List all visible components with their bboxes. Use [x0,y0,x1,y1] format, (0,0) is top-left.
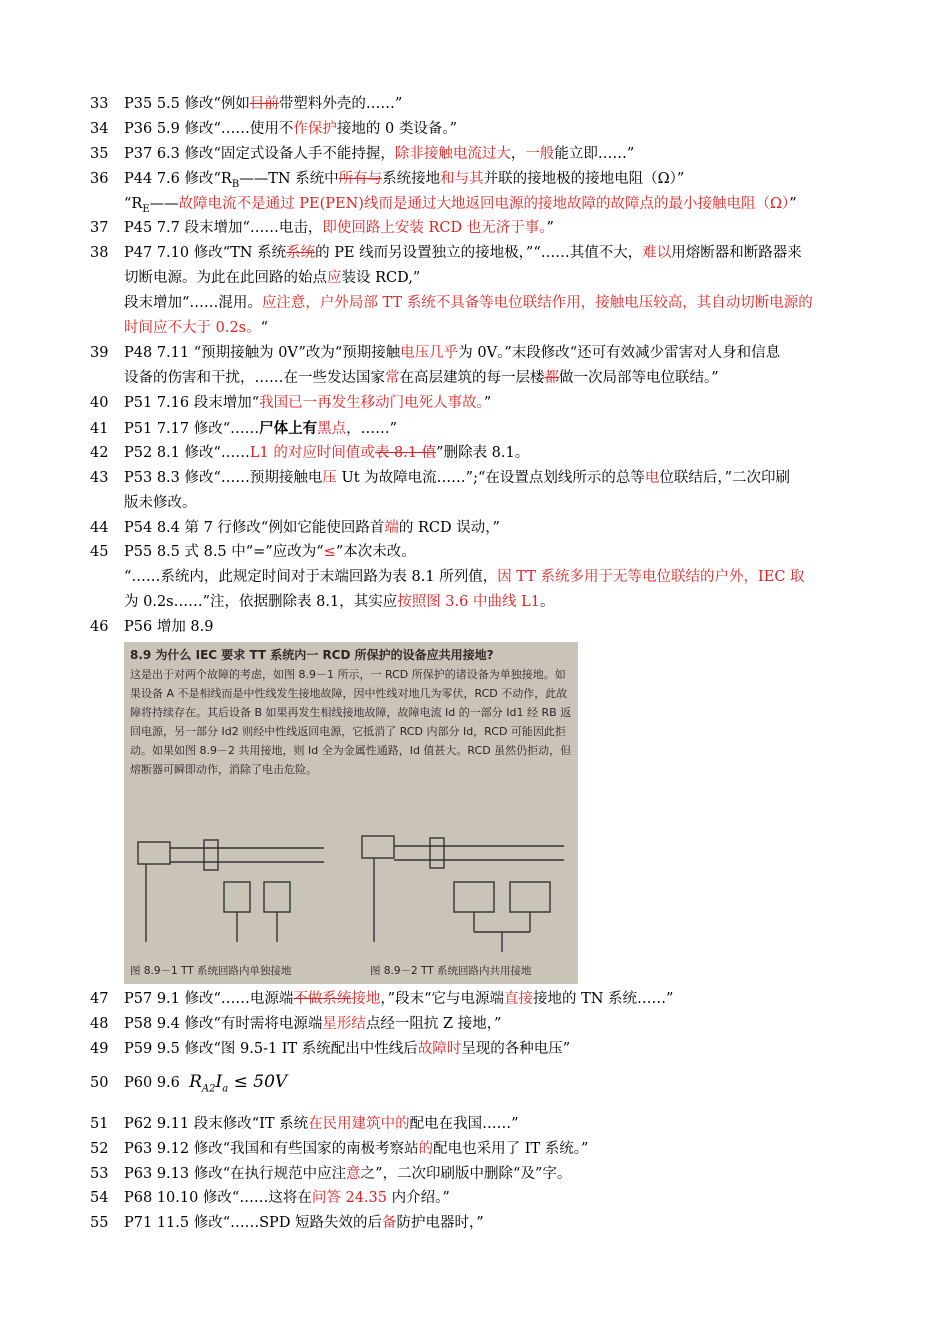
text-segment: 。 [539,594,555,610]
item-number: 42 [90,445,109,461]
text-segment: 设备的伤害和干扰，……在一些发达国家 [124,370,385,386]
correction-text: 应注意，户外局部 TT 系统不具备等电位联结作用，接触电压较高，其自动切断电源的 [261,295,813,311]
text-segment: ” [546,220,554,236]
errata-line [90,1137,906,1162]
text-segment: “ [260,320,269,336]
item-number: 44 [90,520,109,536]
text-segment: P51 7.16 段末增加“ [124,395,260,411]
deleted-text: 表 8.1 值 [374,445,437,461]
text-segment: 版未修改。 [124,495,197,511]
item-number: 41 [90,421,109,437]
text-segment: 内介绍。” [386,1190,450,1206]
text-segment: 做一次局部等电位联结。” [559,370,719,386]
text-segment: P62 9.11 段末修改“IT 系统 [124,1116,309,1132]
item-number: 52 [90,1141,109,1157]
correction-text: 和与其 [440,171,484,187]
errata-line [90,516,906,541]
correction-text: 作保护 [293,121,337,137]
text-segment: P54 8.4 第 7 行修改“例如它能使回路首 [124,520,385,536]
text-segment: P55 8.5 式 8.5 中“=”应改为“ [124,544,324,560]
rcd-1 [204,840,218,870]
formula: $R_{A2}I_a \le 50V$ [189,1072,288,1095]
text-segment: 的 RCD 误动，” [398,520,500,536]
text-segment: ，……” [346,421,398,437]
deleted-text: 目前 [249,96,279,112]
errata-line [90,466,906,491]
errata-line [90,316,906,341]
text-segment: ”删除表 8.1。 [436,445,530,461]
errata-line [90,241,906,266]
item-number: 49 [90,1041,109,1057]
correction-text: 故障电流不是通过 PE(PEN)线而是通过大地返回电源的接地故障的故障点的最小接触电阻（Ω） [178,196,790,212]
item-number: 40 [90,395,109,411]
page-ref: P60 9.6 [124,1075,180,1091]
item-number: 43 [90,470,109,486]
text-segment: P48 7.11 “预期接触为 0V”改为“预期接触 [124,345,401,361]
text-segment: 防护电器时，” [396,1215,484,1231]
item-number: 36 [90,171,109,187]
correction-text: 故障时 [417,1041,462,1057]
correction-text: 常 [385,370,400,386]
figure-caption-1: 图 8.9－1 TT 系统回路内单独接地 [130,965,292,977]
text-segment: 用熔断器和断路器来 [671,245,802,261]
errata-line [90,441,906,466]
textbook-photo [124,642,578,984]
text-segment: P63 9.13 修改“在执行规范中应注 [124,1166,347,1182]
text-segment: P56 增加 8.9 [124,619,214,635]
device-b-2 [510,882,550,912]
correction-text: 应 [327,270,342,286]
correction-text: 直接 [503,991,533,1007]
correction-text: L1 的对应时间值或 [249,445,375,461]
text-segment: 为 0V。”末段修改“还可有效减少雷害对人身和信息 [458,345,781,361]
text-segment: P63 9.12 修改“我国和有些国家的南极考察站 [124,1141,419,1157]
correction-text: 我国已一再发生移动门电死人事故。 [259,395,484,411]
correction-text: 除非接触电流过大 [394,146,511,162]
correction-text: 端 [384,520,399,536]
correction-text: 压 [322,470,337,486]
item-number: 38 [90,245,109,261]
text-segment: 为 0.2s……”注，依据删除表 8.1，其实应 [124,594,398,610]
text-segment: 段末增加“……混用。 [124,295,262,311]
text-segment: P71 11.5 修改“……SPD 短路失效的后 [124,1215,383,1231]
text-segment: 切断电源。为此在此回路的始点 [124,270,327,286]
errata-line [90,1211,906,1236]
correction-text: 一般 [525,146,555,162]
text-segment: E [142,203,150,215]
correction-text: 因 TT 系统多用于无等电位联结的户外，IEC 取 [497,569,805,585]
errata-line [90,92,906,117]
text-segment: P36 5.9 修改“……使用不 [124,121,294,137]
errata-line [90,216,906,241]
rcd-2 [430,838,444,868]
item-number: 54 [90,1190,109,1206]
text-segment: P35 5.5 修改“例如 [124,96,250,112]
text-segment: 接地的 TN 系统……” [532,991,674,1007]
device-a-1 [224,882,250,912]
correction-text: 电压几乎 [400,345,459,361]
errata-line [90,491,906,516]
text-segment: P45 7.7 段末增加“……电击， [124,220,323,236]
item-number: 53 [90,1166,109,1182]
item-number: 55 [90,1215,109,1231]
item-number: 50 [90,1075,109,1091]
text-segment: ”本次未改。 [335,544,416,560]
errata-line [90,266,906,291]
formula-line [90,1070,906,1101]
errata-line [90,117,906,142]
text-segment: 尸体上有 [259,420,318,437]
errata-line [90,366,906,391]
text-segment: P47 7.10 修改“TN 系统 [124,245,287,261]
transformer-1 [138,842,170,864]
errata-line [90,1112,906,1137]
text-segment: 并联的接地极的接地电阻（Ω）” [483,171,685,187]
text-segment: “……系统内，此规定时间对于末端回路为表 8.1 所列值， [124,569,498,585]
text-segment: P51 7.17 修改“…… [124,421,260,437]
text-segment: P44 7.6 修改“R [124,171,232,187]
text-segment: “R [124,196,143,212]
text-segment: P68 10.10 修改“……这将在 [124,1190,312,1206]
correction-text: 在民用建筑中的 [308,1116,410,1132]
errata-line [90,142,906,167]
text-segment: P37 6.3 修改“固定式设备人手不能持握， [124,146,395,162]
deleted-text: 所有与 [338,171,383,187]
text-segment: 点经一阻抗 Z 接地，” [365,1016,502,1032]
correction-text: 按照图 3.6 中曲线 L1 [397,594,540,610]
errata-line [90,1162,906,1187]
errata-line [90,341,906,366]
text-segment: 带塑料外壳的……” [278,96,403,112]
text-segment: 配电也采用了 IT 系统。” [433,1141,589,1157]
text-segment: ” [789,196,797,212]
correction-text: 电 [644,470,660,486]
correction-text: 的 [418,1141,434,1157]
errata-line [90,1012,906,1037]
text-segment: 之”，二次印刷版中删除“及”字。 [360,1166,572,1182]
item-number: 34 [90,121,109,137]
item-number: 33 [90,96,109,112]
errata-line [90,1186,906,1211]
text-segment: Ut 为故障电流……”;“在设置点划线所示的总等 [336,470,645,486]
text-segment: P57 9.1 修改“……电源端 [124,991,294,1007]
text-segment: 在高层建筑的每一层楼 [399,370,545,386]
correction-text: 接地 [351,991,381,1007]
deleted-text: 都 [544,370,559,386]
text-segment: 的 PE 线而另设置独立的接地极，”“……其值不大， [315,245,643,261]
text-segment: 接地的 0 类设备。” [336,121,458,137]
correction-text: 备 [382,1215,397,1231]
text-segment: P59 9.5 修改“图 9.5-1 IT 系统配出中性线后 [124,1041,418,1057]
deleted-text: 系统 [286,245,316,261]
text-segment: ——TN 系统中 [239,171,339,187]
circuit-diagram [124,642,578,984]
correction-text: ≤ [323,544,336,560]
errata-line [90,1037,906,1062]
text-segment: ” [483,395,492,411]
text-segment: 能立即……” [554,146,635,162]
errata-line [90,416,906,442]
item-number: 51 [90,1116,109,1132]
deleted-text: 不做系统 [293,991,352,1007]
text-segment: P52 8.1 修改“…… [124,445,250,461]
item-number: 37 [90,220,109,236]
text-segment: 配电在我国……” [409,1116,519,1132]
text-segment: —— [149,196,179,212]
transformer-2 [362,836,394,858]
photo-body: 这是出于对两个故障的考虑，如图 8.9－1 所示，一 RCD 所保护的诸设备为单独接地。如果设备 A 不是相线而是中性线发生接地故障，因中性线对地几为零伏，RCD 不动作，此故障将持续存在。其后设备 B 如果再发生相线接地故障，故障电流 Id 的一部分 Id1 经 RB 返回电源，另一部分 Id2 则经中性线返回电源，它抵消了 RCD 内部分 Id，RCD 可能因此拒动。如果如图 8.9－2 共用接地，则 Id 全为金属性通路，Id 值甚大。RCD 虽然仍拒动，但熔断器可瞬即动作，消除了电击危险。 [130,668,572,776]
item-number: 35 [90,146,109,162]
errata-line [90,540,906,565]
text-segment: P53 8.3 修改“……预期接触电 [124,470,323,486]
errata-line [90,590,906,615]
correction-text: 难以 [642,245,672,261]
correction-text: 问答 24.35 [311,1190,387,1206]
text-segment: 装设 RCD,” [341,270,421,286]
item-number: 48 [90,1016,109,1032]
device-a-2 [454,882,494,912]
correction-text: 星形结 [322,1016,366,1032]
item-number: 47 [90,991,109,1007]
errata-line [90,291,906,316]
correction-text: 黑点 [317,421,347,437]
item-number: 46 [90,619,109,635]
errata-line [90,987,906,1012]
item-number: 39 [90,345,109,361]
text-segment: 位联结后，”二次印刷 [659,470,791,486]
text-segment: ，”段末“它与电源端 [380,991,504,1007]
correction-text: 意 [346,1166,361,1182]
errata-line [90,391,906,416]
photo-title: 8.9 为什么 IEC 要求 TT 系统内一 RCD 所保护的设备应共用接地? [130,648,494,662]
item-number: 45 [90,544,109,560]
correction-text: 时间应不大于 0.2s。 [124,320,261,336]
text-segment: ， [510,146,526,162]
figure-caption-2: 图 8.9－2 TT 系统回路内共用接地 [370,965,532,977]
device-b-1 [264,882,290,912]
text-segment: 系统接地 [382,171,441,187]
text-segment: B [231,178,240,190]
errata-line [90,615,906,640]
errata-line [90,565,906,590]
text-segment: 呈现的各种电压” [461,1041,571,1057]
text-segment: P58 9.4 修改“有时需将电源端 [124,1016,323,1032]
correction-text: 即使回路上安装 RCD 也无济于事。 [322,220,547,236]
